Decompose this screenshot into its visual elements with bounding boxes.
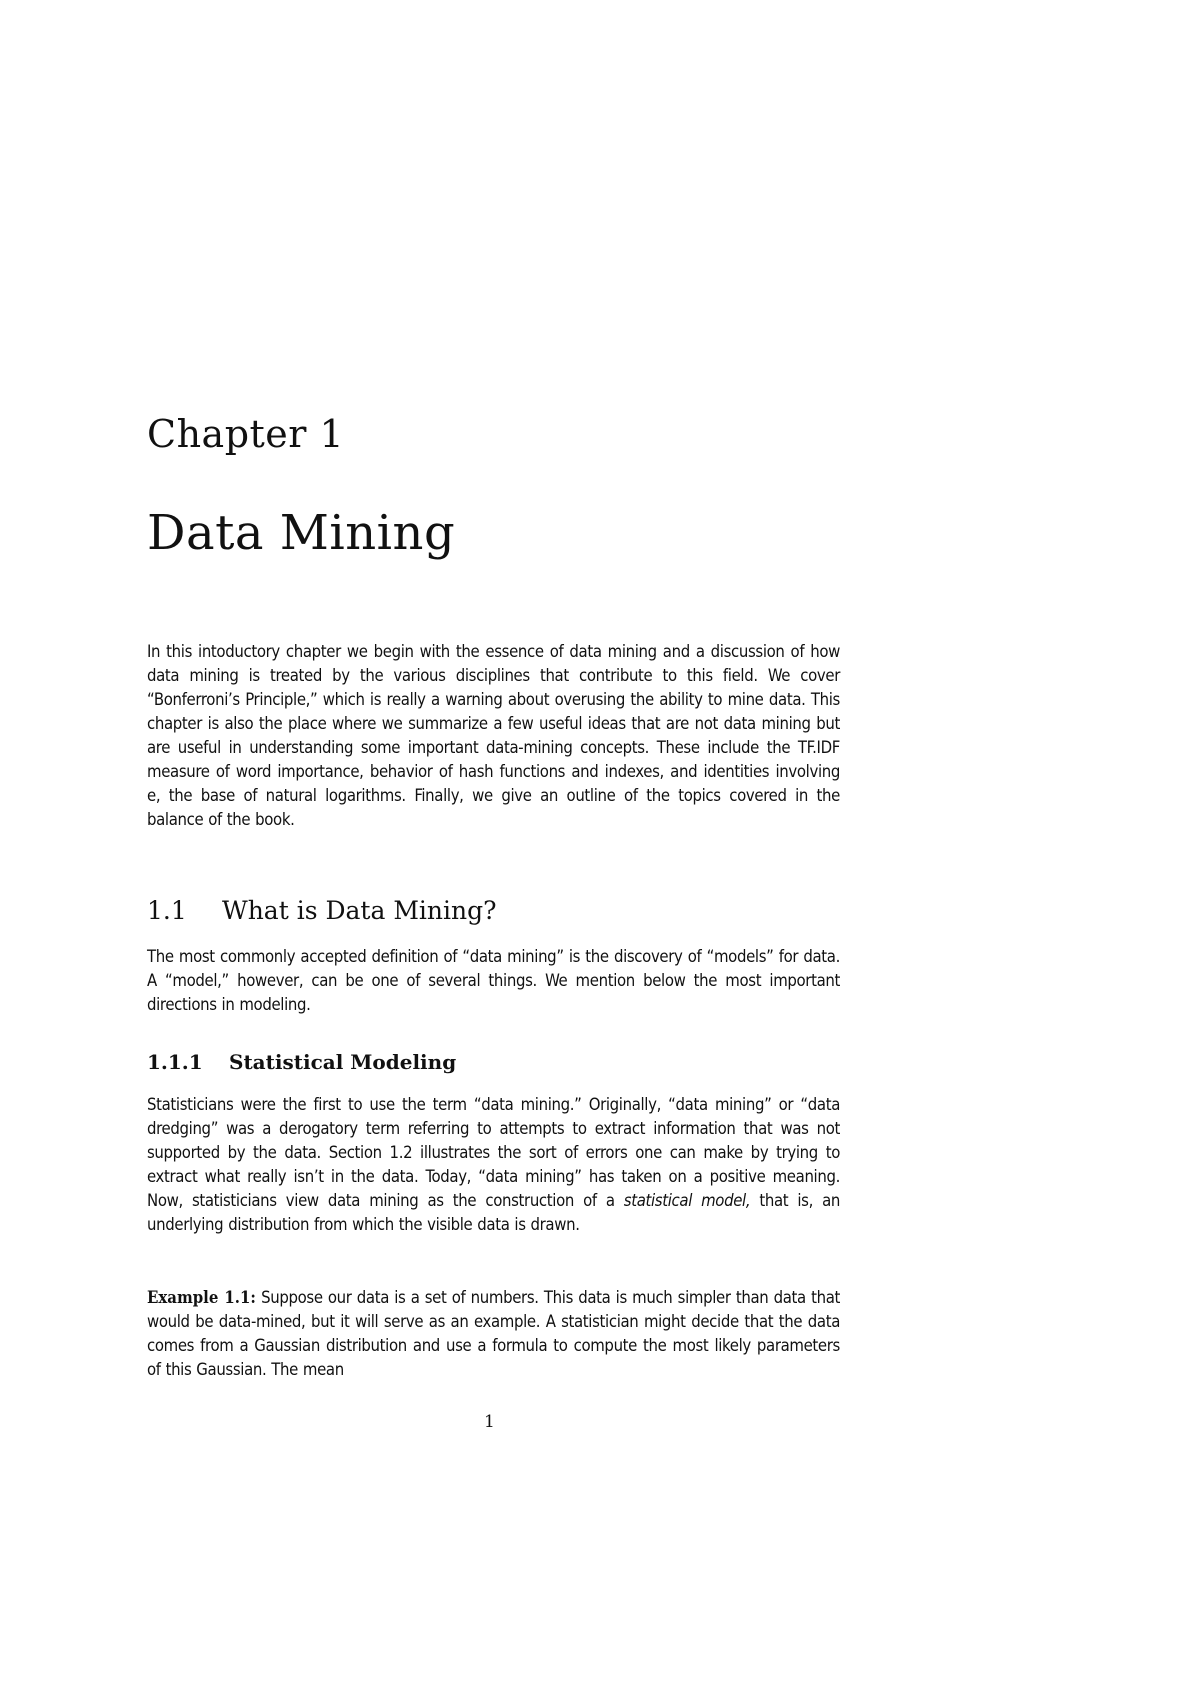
example-1-1-paragraph: [147, 1285, 840, 1382]
section-heading-1-1: [147, 896, 497, 925]
section-number: 1.1: [147, 896, 187, 925]
subsection-number: 1.1.1: [147, 1050, 203, 1074]
paragraph-text-before: Statisticians were the first to use the term “data mining.” Originally, “data mining” or “data dredging” was a derogatory term referring to attempts to extract information that was not supported by the data. Section 1.2 illustrates the sort of errors one can make by trying to extract what really isn’t in the data. Today, “data mining” has taken on a positive meaning. Now, statisticians view data mining as the construction of a: [147, 1095, 840, 1210]
chapter-label: Chapter 1: [147, 412, 345, 456]
example-label: Example 1.1:: [147, 1287, 256, 1307]
document-page: [147, 0, 840, 1698]
emphasis-statistical-model: statistical model,: [623, 1191, 751, 1210]
subsection-heading-1-1-1: [147, 1050, 456, 1074]
page-number: 1: [484, 1412, 495, 1432]
section-title: What is Data Mining?: [222, 896, 497, 925]
section-1-1-paragraph: The most commonly accepted definition of “data mining” is the discovery of “models” for data. A “model,” however, can be one of several things. We mention below the most important directions in modeling.: [147, 947, 840, 1014]
paragraph-text-after: that is, an underlying distribution from which the visible data is drawn.: [147, 1191, 840, 1234]
subsection-1-1-1-paragraph: [147, 1093, 840, 1237]
example-text: Suppose our data is a set of numbers. This data is much simpler than data that would be data-mined, but it will serve as an example. A statistician might decide that the data comes from a Gaussian distribution and use a formula to compute the most likely parameters of this Gaussian. The mean: [147, 1288, 840, 1379]
intro-paragraph: In this intoductory chapter we begin with the essence of data mining and a discussion of how data mining is treated by the various disciplines that contribute to this field. We cover “Bonferroni’s Principle,” which is really a warning about overusing the ability to mine data. This chapter is also the place where we summarize a few useful ideas that are not data mining but are useful in understanding some important data-mining concepts. These include the TF.IDF measure of word importance, behavior of hash functions and indexes, and identities involving e, the base of natural logarithms. Finally, we give an outline of the topics covered in the balance of the book.: [147, 642, 840, 829]
subsection-title: Statistical Modeling: [229, 1050, 457, 1074]
chapter-title: Data Mining: [147, 505, 456, 561]
